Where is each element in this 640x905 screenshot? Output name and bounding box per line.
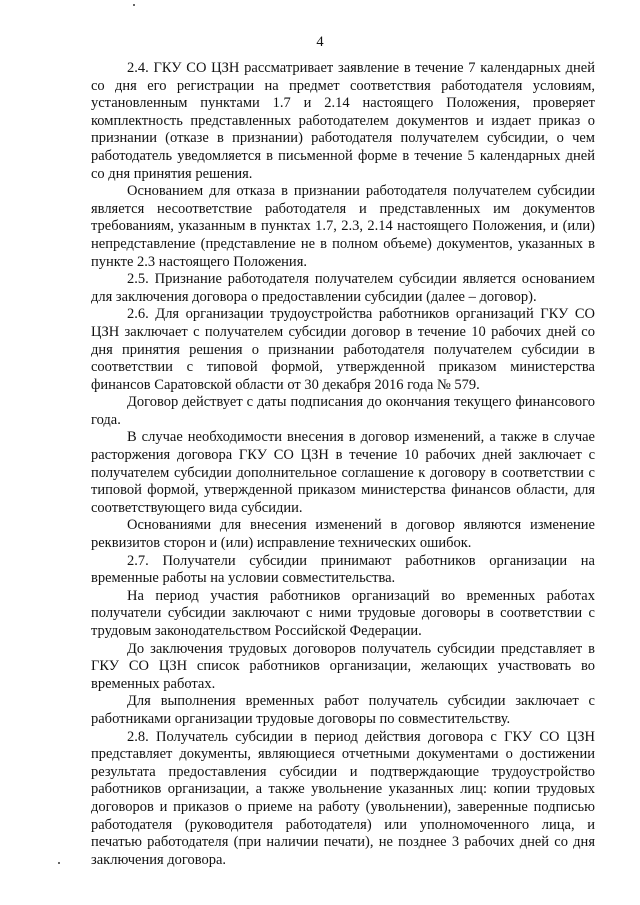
document-body [91, 60, 595, 869]
paragraph-part-time-contracts: Для выполнения временных работ получатель субсидии заключает с работниками организации трудовые договоры по совместительству. [91, 693, 595, 727]
paragraph-2-7: 2.7. Получатели субсидии принимают работников организации на временные работы на условии совместительства. [91, 552, 595, 587]
page-number: 4 [316, 34, 324, 50]
paragraph-contract-changes: В случае необходимости внесения в договор изменений, а также в случае расторжения договора ГКУ СО ЦЗН в течение 10 рабочих дней заключает с получателем субсидии дополнительное соглашение к договору в соответствии с типовой формой, утвержденной приказом министерства финансов области, для соответствующего вида субсидии. [91, 429, 595, 516]
paragraph-2-8: 2.8. Получатель субсидии в период действия договора с ГКУ СО ЦЗН представляет документы, являющиеся отчетными документами о достижении результата предоставления субсидии и подтверждающие трудоустройство работников организации, а также увольнение указанных лиц: копии трудовых договоров и приказов о приеме на работу (увольнении), заверенные подписью работодателя (руководителя работодателя) или уполномоченного лица, и печатью работодателя (при наличии печати), не позднее 3 рабочих дней со дня заключения договора. [91, 728, 595, 868]
paragraph-contract-term: Договор действует с даты подписания до окончания текущего финансового года. [91, 394, 595, 428]
paragraph-temporary-work: На период участия работников организаций во временных работах получатели субсидии заключают с ними трудовые договоры в соответствии с трудовым законодательством Российской Федерации. [91, 587, 595, 639]
paragraph-2-5: 2.5. Признание работодателя получателем субсидии является основанием для заключения договора о предоставлении субсидии (далее – договор). [91, 271, 595, 305]
paragraph-employee-list: До заключения трудовых договоров получатель субсидии представляет в ГКУ СО ЦЗН список работников организации, желающих участвовать во временных работах. [91, 640, 595, 692]
scan-mark [58, 862, 60, 864]
scan-mark [133, 4, 135, 6]
paragraph-2-4: 2.4. ГКУ СО ЦЗН рассматривает заявление в течение 7 календарных дней со дня его регистрации на предмет соответствия работодателя условиям, установленным пунктами 1.7 и 2.14 настоящего Положения, проверяет комплектность представленных работодателем документов и издает приказ о признании (отказе в признании) работодателя получателем субсидии, о чем работодатель уведомляется в письменной форме в течение 5 календарных дней со дня принятия решения. [91, 60, 595, 182]
paragraph-refusal-grounds: Основанием для отказа в признании работодателя получателем субсидии является несоответствие работодателя и представленных им документов требованиям, указанным в пунктах 1.7, 2.3, 2.14 настоящего Положения, и (или) непредставление (представление не в полном объеме) документов, указанных в пункте 2.3 настоящего Положения. [91, 183, 595, 270]
paragraph-change-grounds: Основаниями для внесения изменений в договор являются изменение реквизитов сторон и (или) исправление технических ошибок. [91, 517, 595, 552]
paragraph-2-6: 2.6. Для организации трудоустройства работников организаций ГКУ СО ЦЗН заключает с получателем субсидии договор в течение 10 рабочих дней со дня принятия решения о признании работодателя получателем субсидии в соответствии с типовой формой, утвержденной приказом министерства финансов Саратовской области от 30 декабря 2016 года № 579. [91, 306, 595, 393]
